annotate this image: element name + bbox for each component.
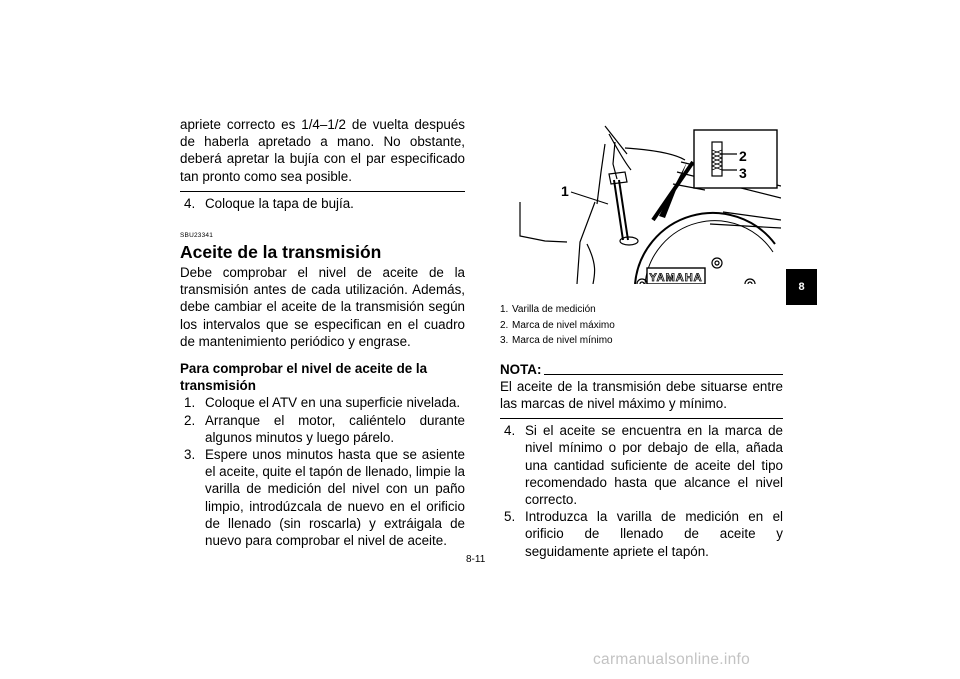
body-paragraph: Debe comprobar el nivel de aceite de la transmisión antes de cada utilización. Además, debe cambiar el aceite de la transmisión según los intervalos que se especifican en el cuadro de mantenimiento periódico y engrase. [180,265,465,349]
caption-text: Varilla de medición [512,304,596,315]
step-number: 3. [184,447,196,463]
step-text: Coloque la tapa de bujía. [205,195,354,211]
step-number: 4. [184,195,196,211]
section-heading: Aceite de la transmisión [180,242,382,263]
dipstick-illustration [505,124,781,284]
divider [180,191,465,192]
right-column [500,302,783,560]
left-column [180,116,465,549]
intro-paragraph: apriete correcto es 1/4–1/2 de vuelta después de haberla apretado a mano. No obstante, deberá apretar la bujía con el par especificado tan pronto como sea posible. [180,117,465,184]
caption-item [500,318,783,334]
step-text: Coloque el ATV en una superficie nivelada. [205,395,461,411]
nota-heading [500,361,783,378]
caption-text: Marca de nivel mínimo [512,335,613,346]
callout-3: 3 [739,165,747,181]
callout-1: 1 [561,183,569,199]
step-4-spark [180,195,465,212]
caption-item [500,333,783,349]
step-3 [180,446,465,549]
step-text: Si el aceite se encuentra en la marca de nivel mínimo o por debajo de ella, añada una cantidad suficiente de aceite del tipo recomendado hasta que alcance el nivel correcto. [525,423,783,507]
watermark: carmanualsonline.info [593,651,751,668]
step-2 [180,412,465,446]
section-code: SBU23341 [180,232,214,240]
nota-label: NOTA: [500,361,542,377]
step-number: 1. [184,395,196,411]
caption-text: Marca de nivel máximo [512,319,615,331]
step-number: 5. [504,509,516,525]
step-5 [500,508,783,560]
caption-number: 2. [500,319,509,331]
page-number: 8-11 [466,554,486,565]
subheading: Para comprobar el nivel de aceite de la transmisión [180,361,428,394]
yamaha-logo: YAMAHA [649,272,703,284]
caption-item [500,302,783,318]
nota-rule [544,374,783,375]
chapter-tab: 8 [786,269,817,305]
caption-number: 3. [500,335,509,346]
step-4 [500,422,783,508]
callout-2: 2 [739,148,747,164]
step-text: Arranque el motor, caliéntelo durante algunos minutos y luego párelo. [205,412,465,445]
divider [500,418,783,419]
step-number: 2. [184,412,196,428]
step-1 [180,394,465,411]
step-text: Espere unos minutos hasta que se asiente el aceite, quite el tapón de llenado, limpie la varilla de medición del nivel con un paño limpio, introdúzcala de nuevo en el orificio de llenado (sin roscarla) y extráigala de nuevo para comprobar el nivel de aceite. [205,447,465,549]
figure-captions [500,302,783,349]
step-text: Introduzca la varilla de medición en el orificio de llenado de aceite y seguidamente apriete el tapón. [525,509,783,559]
caption-number: 1. [500,304,509,315]
step-number: 4. [504,423,516,439]
nota-text: El aceite de la transmisión debe situarse entre las marcas de nivel máximo y mínimo. [500,378,783,411]
